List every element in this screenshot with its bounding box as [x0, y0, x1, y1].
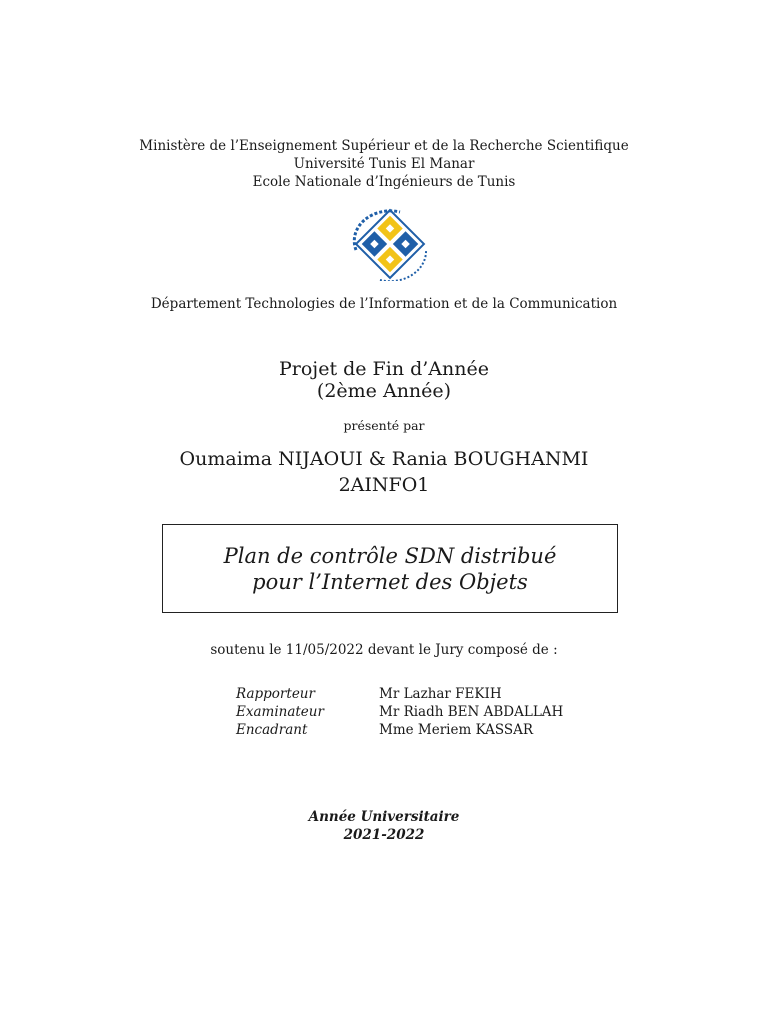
jury-role: Examinateur: [236, 704, 324, 720]
department-name: Département Technologies de l’Information et de la Communication: [150, 296, 618, 312]
project-year: (2ème Année): [316, 380, 452, 402]
academic-year-value: 2021-2022: [343, 827, 425, 843]
project-type: [0, 358, 768, 402]
academic-year-label: Année Universitaire: [308, 809, 460, 825]
author-class: 2AINFO1: [338, 474, 430, 496]
jury-role: Rapporteur: [236, 686, 315, 702]
jury-member: Mr Lazhar FEKIH: [379, 686, 502, 702]
jury-role: Encadrant: [236, 722, 308, 738]
jury-member: Mr Riadh BEN ABDALLAH: [379, 704, 564, 720]
jury-list: [236, 685, 563, 739]
jury-row: [236, 685, 563, 703]
presented-by: présenté par: [343, 418, 425, 433]
project-type-label: Projet de Fin d’Année: [279, 358, 489, 380]
enit-logo: [340, 206, 440, 281]
academic-year: [0, 808, 768, 844]
thesis-title-box: [162, 524, 618, 613]
thesis-title-line2: pour l’Internet des Objets: [252, 569, 528, 594]
jury-row: [236, 721, 563, 739]
school-name: Ecole Nationale d’Ingénieurs de Tunis: [252, 174, 516, 190]
jury-row: [236, 703, 563, 721]
authors-block: [0, 446, 768, 498]
university-name: Université Tunis El Manar: [293, 156, 475, 172]
author-names: Oumaima NIJAOUI & Rania BOUGHANMI: [179, 448, 589, 470]
jury-member: Mme Meriem KASSAR: [379, 722, 534, 738]
thesis-title-line1: Plan de contrôle SDN distribué: [223, 543, 557, 568]
institution-header: [0, 137, 768, 191]
defense-statement: soutenu le 11/05/2022 devant le Jury composé de :: [210, 642, 558, 658]
ministry-name: Ministère de l’Enseignement Supérieur et de la Recherche Scientifique: [139, 138, 629, 154]
